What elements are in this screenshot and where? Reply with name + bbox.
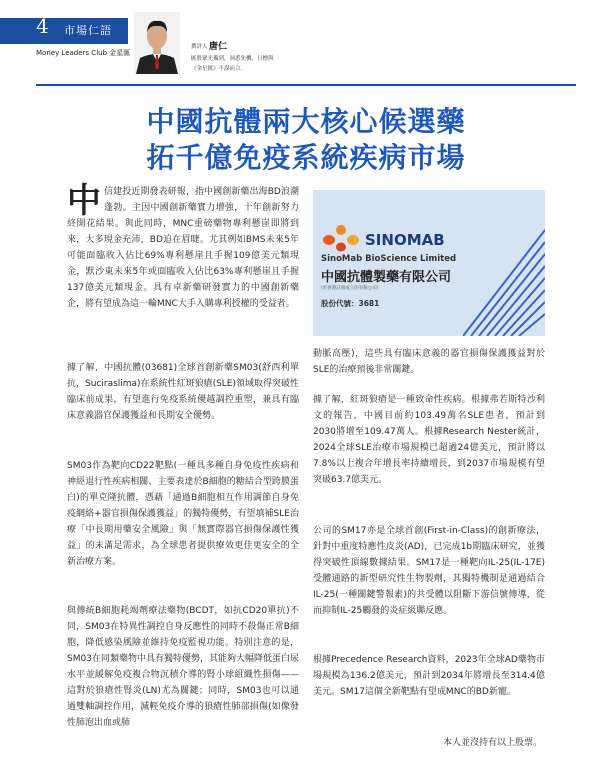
paragraph-4: 與傳統B細胞耗竭劑療法藥物(BCDT，如抗CD20單抗)不同，SM03在特異性調控自身反應性的同時不殺傷正常B細胞，降低感染風險並維持免疫監視功能。特別注意的是，SM03在同類藥物中具有獨特優勢，其能夠大幅降低蛋白尿水平並緩解免疫複合物沉積介導的腎小球組織性損傷——這對於狼瘡性腎炎(LN)尤為關鍵；同時，SM03也可以通過雙軸調控作用，減輕免疫介導的狼瘡性肺部損傷(如像發性肺泡出血或肺 — [67, 606, 299, 728]
paragraph-7: 公司的SM17亦是全球首創(First-in-Class)的創新療法，針對中重度特應性皮炎(AD)，已完成1b期臨床研究，並獲得突破性頂線數據結果。SM17是一種靶向IL-25(IL-17E)受體通路的新型研究性生物製劑，其獨特機制是通過結合IL-25(一種關鍵警報素)的共受體以阻斷下游信號傳導，從而抑制IL-25觸發的炎症級聯反應。 — [313, 526, 545, 616]
dropcap: 中 — [67, 181, 101, 221]
author-name: 唐仁 — [209, 42, 228, 52]
paragraph-2: 據了解，中國抗體(03681)全球首創新藥SM03(舒西利單抗，Suciraslima)在系統性紅斑狼瘡(SLE)領域取得突破性臨床前成果，有望進行免疫系統優越調控重塑，兼具有臨床意義器官保護獲益和長期安全優勢。 — [67, 363, 300, 421]
company-english-name: SinoMab BioScience Limited — [321, 254, 457, 264]
paragraph-8: 根據Precedence Research資料，2023年全球AD藥物市場規模為136.2億美元，預計到2034年將增長至314.4億美元。SM17這個全新靶點有望成MNC的BD新寵。 — [313, 655, 545, 697]
stock-code: 股份代號：3681 — [321, 299, 380, 308]
decorative-stripes — [463, 190, 545, 336]
author-portrait — [134, 12, 180, 74]
paragraph-6: 據了解，紅斑狼瘡是一種致命性疾病。根據弗若斯特沙利文的報告，中國目前約103.49萬名SLE患者，預計到2030將增至109.47萬人。根據Research Nester統計，2024全球SLE治療市場規模已超過24億美元，預計將以7.8%以上複合年增長率持續增長，到2037市場規模有望突破63.7億美元。 — [313, 395, 545, 485]
author-label: 撰評人 — [191, 44, 208, 50]
paragraph-1 — [67, 181, 299, 312]
header-divider — [36, 84, 576, 86]
paragraph-5: 動脈高壓)，這些具有臨床意義的器官損傷保護獲益對於SLE的治療預後非常關鍵。 — [313, 349, 545, 375]
headline-line-2: 拓千億免疫系統疾病市場 — [146, 141, 466, 174]
sinomab-logo-icon — [321, 224, 361, 252]
paragraph-1-text: 信建投近期發表研報，指中國創新藥出海BD浪潮蓬勃。主因中國創新藥實力增強，十年創新努力終開花結果。與此同時，MNC重磅藥物專利懸崖即將到來，大多現金充沛，BD迫在眉睫。尤其例如BMS未來5年可能面臨收入佔比69%專利懸崖且手握109億美元類現金，默沙東未來5年或面臨收入佔比63%專利懸崖且手握137億美元類現金。具有卓新藥研發實力的中國創新藥企，將有望成為這一輪MNC大手入購專利授權的受益者。 — [67, 187, 299, 309]
club-name: Money Leaders Club 金星匯 — [36, 49, 131, 57]
author-description: 匯股眾光獨到，洞悉先機，日標與《金星匯》不謀而合。 — [191, 56, 274, 72]
logo-wordmark: SINOMAB — [365, 231, 445, 249]
column-name: 市場仁語 — [64, 24, 112, 37]
company-registration-note: (於香港註冊成立的有限公司) — [321, 286, 379, 291]
company-logo-panel — [313, 190, 545, 336]
company-chinese-name: 中國抗體製藥有限公司 — [321, 270, 452, 285]
disclaimer: 本人並沒持有以上股票。 — [442, 738, 542, 748]
page-number: 4 — [36, 14, 49, 38]
headline-line-1: 中國抗體兩大核心候選藥 — [146, 105, 466, 138]
paragraph-3: SM03作為靶向CD22靶點(一種具多種自身免疫性疾病和神經退行性疾病相關、主要表達於B細胞的糖結合型跨膜蛋白)的單克隆抗體，憑藉「通過B細胞相互作用調節自身免疫網絡+器官損傷保護獲益」的獨特優勢，有望填補SLE治療「中長期用藥安全風險」與「無實際器官損傷保護性獲益」的未滿足需求，為全球患者提供療效更佳更安全的全新治療方案。 — [67, 461, 299, 567]
